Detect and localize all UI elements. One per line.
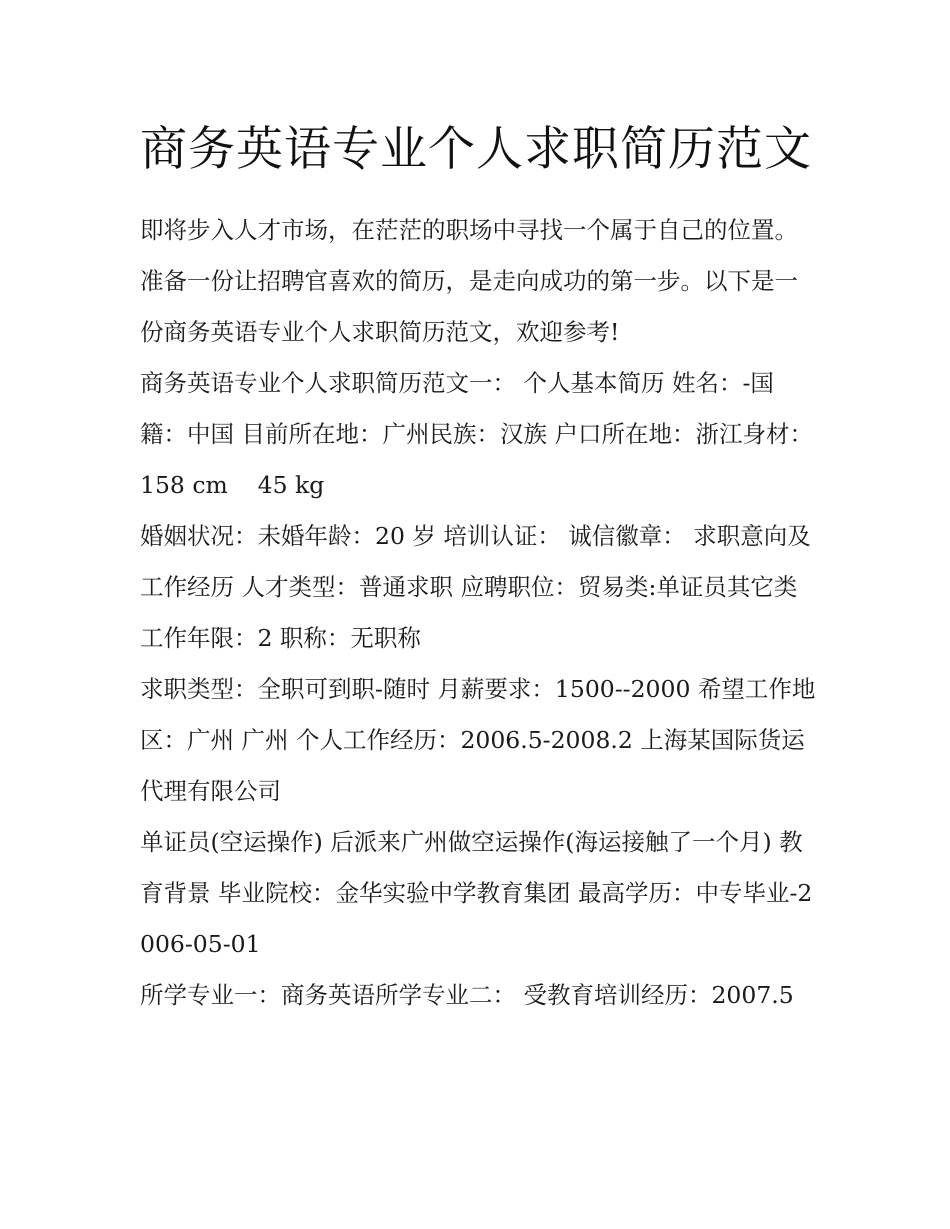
paragraph-job-type-experience: 求职类型：全职可到职-随时 月薪要求：1500--2000 希望工作地区：广州 广州 个人工作经历：2006.5-2008.2 上海某国际货运代理有限公司 bbox=[140, 675, 816, 805]
document-title: 商务英语专业个人求职简历范文 bbox=[140, 122, 812, 177]
paragraph-basic-info: 商务英语专业个人求职简历范文一： 个人基本简历 姓名：-国籍：中国 目前所在地：广州民族：汉族 户口所在地：浙江身材：158 cm 45 kg bbox=[140, 369, 813, 499]
paragraph-position-education: 单证员(空运操作) 后派来广州做空运操作(海运接触了一个月) 教育背景 毕业院校：金华实验中学教育集团 最高学历：中专毕业-2006-05-01 bbox=[140, 828, 813, 958]
paragraph-major-training: 所学专业一：商务英语所学专业二： 受教育培训经历：2007.5 bbox=[140, 981, 794, 1009]
paragraph-intro: 即将步入人才市场，在茫茫的职场中寻找一个属于自己的位置。准备一份让招聘官喜欢的简历，是走向成功的第一步。以下是一份商务英语专业个人求职简历范文，欢迎参考! bbox=[140, 216, 798, 346]
paragraph-status-intention: 婚姻状况：未婚年龄：20 岁 培训认证： 诚信徽章： 求职意向及工作经历 人才类型：普通求职 应聘职位：贸易类:单证员其它类 工作年限：2 职称：无职称 bbox=[140, 522, 811, 652]
